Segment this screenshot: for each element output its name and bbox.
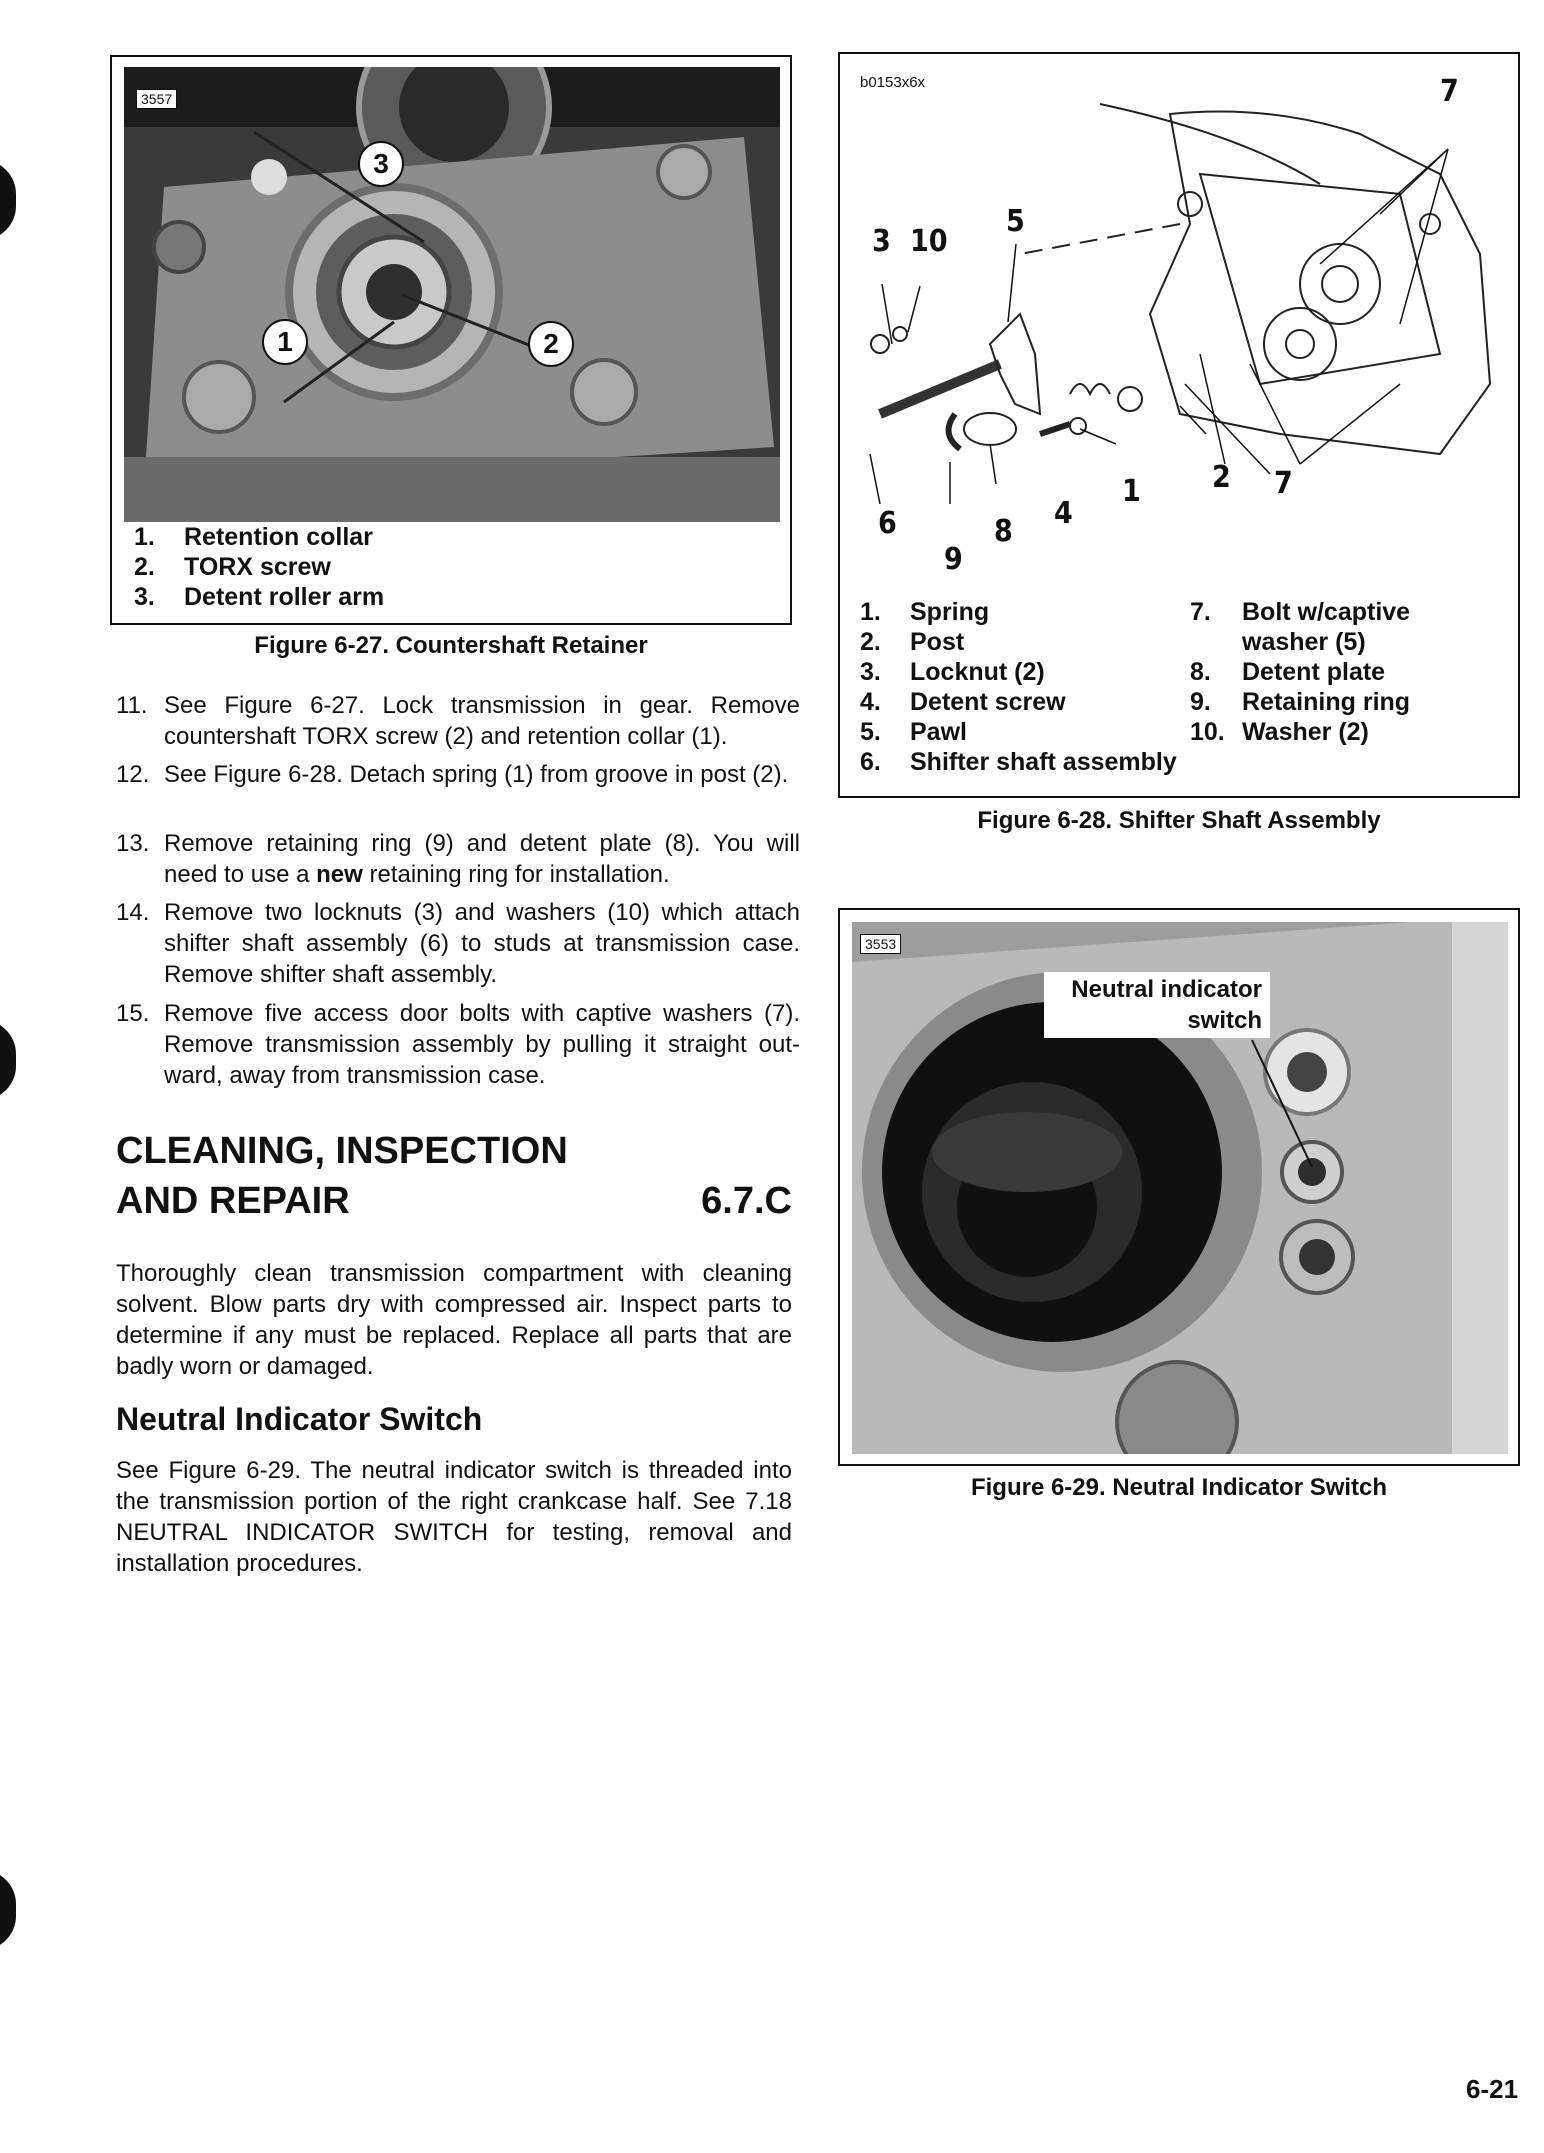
figure-6-27-legend: [134, 522, 384, 612]
callout-8: 8: [994, 514, 1013, 549]
legend-item: 1. Spring: [860, 598, 990, 626]
step-12: 12. See Figure 6-28. Detach spring (1) from groove in post (2).: [116, 761, 789, 788]
legend-item: 2. Post: [860, 628, 965, 656]
callout-4: 4: [1054, 496, 1073, 531]
callout-6: 6: [878, 506, 897, 541]
legend-item: 4. Detent screw: [860, 688, 1066, 716]
countershaft-photo: [124, 67, 780, 522]
legend-item: 3. Detent roller arm: [134, 583, 385, 611]
legend-item: 1. Retention collar: [134, 523, 373, 551]
neutral-switch-label: Neutral indicator switch: [1044, 972, 1270, 1038]
callout-5: 5: [1006, 204, 1025, 239]
step-14: 14. Remove two locknuts (3) and washers (10) which attach shifter shaft assembly (6) to studs at transmission case. Remove shifter shaft assembly.: [116, 899, 800, 988]
callout-10: 10: [910, 224, 948, 259]
callout-3: 3: [872, 224, 891, 259]
section-number: 6.7.C: [701, 1180, 792, 1222]
shifter-shaft-drawing: [840, 54, 1518, 574]
subsection-paragraph: See Figure 6-29. The neutral indicator switch is threaded into the transmission portion of the right crankcase half. See 7.18 NEUTRAL INDICATOR SWITCH for testing, removal and installation procedures.: [116, 1457, 792, 1577]
figure-6-27-frame: [110, 55, 792, 625]
figure-6-28-frame: [838, 52, 1520, 798]
callout-3: 3: [358, 141, 404, 187]
callout-7-bottom: 7: [1274, 466, 1293, 501]
section-paragraph: Thoroughly clean transmission compartment with cleaning solvent. Blow parts dry with compressed air. Inspect parts to determine if any must be replaced. Replace all parts that are badly worn or damaged.: [116, 1260, 792, 1380]
legend-item: 9. Retaining ring: [1190, 688, 1411, 716]
callout-7-top: 7: [1440, 74, 1459, 109]
figure-6-28-legend-right: [1190, 597, 1500, 747]
figure-6-29-caption: Figure 6-29. Neutral Indicator Switch: [970, 1474, 1388, 1501]
neutral-switch-photo: [852, 922, 1508, 1454]
figure-6-28-caption: Figure 6-28. Shifter Shaft Assembly: [977, 807, 1381, 834]
photo-id-tag: 3557: [136, 89, 177, 109]
callout-9: 9: [944, 542, 963, 577]
subsection-title: Neutral Indicator Switch: [116, 1401, 483, 1437]
drawing-id: b0153x6x: [860, 74, 926, 91]
section-title: CLEANING, INSPECTION AND REPAIR 6.7.C: [116, 1126, 792, 1226]
figure-6-29-frame: [838, 908, 1520, 1466]
callout-1: 1: [262, 319, 308, 365]
legend-item: 6. Shifter shaft assembly: [860, 748, 1177, 776]
callout-1: 1: [1122, 474, 1141, 509]
step-15: 15. Remove five access door bolts with captive washers (7). Remove transmission assembly by pulling it straight out-ward, away from transmission case.: [116, 1000, 800, 1089]
figure-6-28-legend-left: [860, 597, 1177, 777]
callout-2: 2: [1212, 460, 1231, 495]
legend-item: 7. Bolt w/captive washer (5): [1190, 598, 1411, 656]
legend-item: 10. Washer (2): [1190, 718, 1369, 746]
countershaft-illustration: [124, 67, 780, 522]
legend-item: 3. Locknut (2): [860, 658, 1045, 686]
legend-item: 2. TORX screw: [134, 553, 331, 581]
legend-item: 5. Pawl: [860, 718, 967, 746]
legend-item: 8. Detent plate: [1190, 658, 1386, 686]
figure-6-27-caption: Figure 6-27. Countershaft Retainer: [254, 632, 648, 659]
step-13: 13. Remove retaining ring (9) and detent plate (8). You will need to use a new retaining ring for installation.: [116, 830, 800, 888]
page-number: 6-21: [1466, 2074, 1519, 2104]
binder-hole-bottom: [0, 1870, 16, 1950]
step-11: 11. See Figure 6-27. Lock transmission in gear. Remove countershaft TORX screw (2) and retention collar (1).: [116, 692, 800, 750]
callout-2: 2: [528, 321, 574, 367]
binder-hole-top: [0, 160, 16, 240]
binder-hole-middle: [0, 1020, 16, 1100]
photo-id-tag: 3553: [860, 934, 901, 954]
